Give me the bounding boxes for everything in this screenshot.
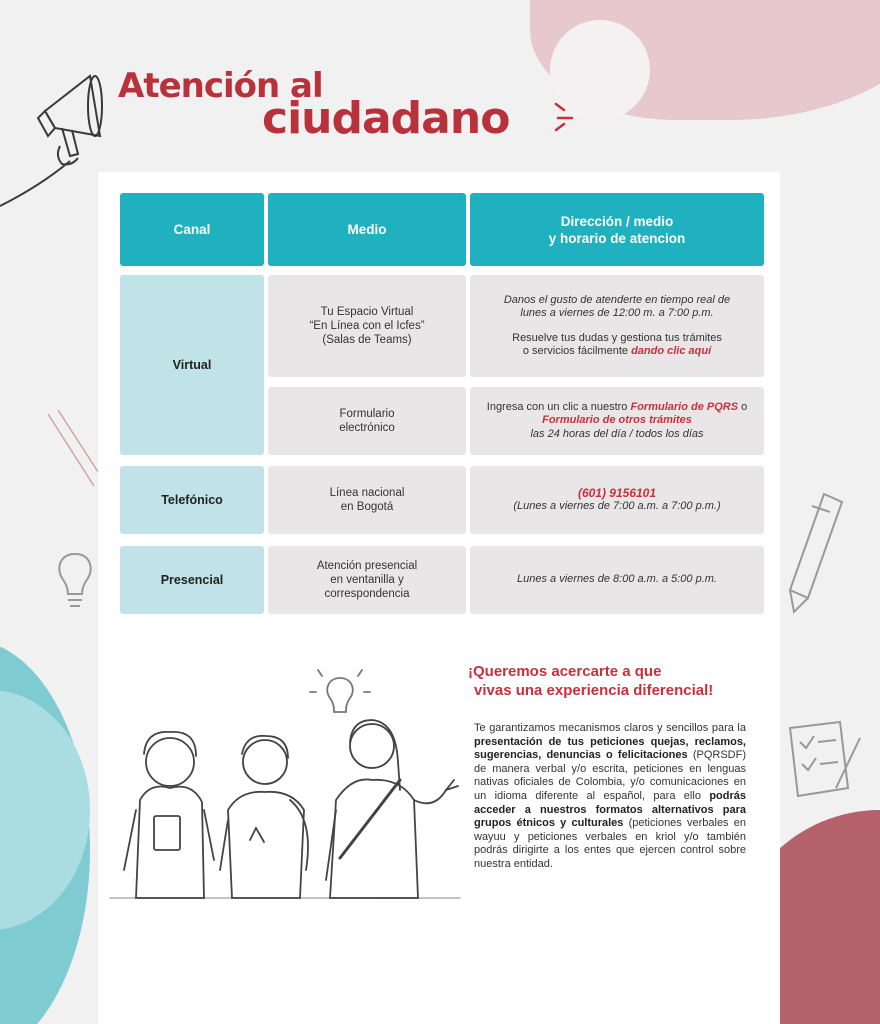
detail-telefonico (470, 466, 764, 534)
medio-formulario (268, 387, 466, 455)
medio-presencial-line1: Atención presencial (316, 560, 418, 572)
detail-presencial (470, 546, 764, 614)
canal-telefonico (120, 466, 264, 534)
medio-presencial (268, 546, 466, 614)
detail-virtual-line2: lunes a viernes de 12:00 m. a 7:00 p.m. (520, 307, 714, 319)
phone-number[interactable]: (601) 9156101 (577, 485, 657, 500)
medio-linea-line1: Línea nacional (329, 487, 405, 499)
teams-link[interactable]: dando clic aquí (631, 345, 712, 357)
sparkle-icon (548, 96, 588, 136)
detail-formulario (470, 387, 764, 455)
col-header-direccion-text-2: y horario de atencion (548, 230, 686, 246)
para-part-5: (peticiones verbales en wayuu y peticiones verbales en kriol y/o también podrás dirigirte a los entes que ejercen control sobre nuestra entidad. (474, 817, 746, 870)
para-part-2: presentación de tus peticiones quejas, reclamos, sugerencias, denuncias o felicitaciones (474, 735, 746, 762)
section-heading (468, 662, 713, 700)
col-header-canal-text: Canal (173, 222, 211, 237)
detail-virtual-line4: o servicios fácilmente (522, 345, 632, 357)
col-header-direccion-text-1: Dirección / medio (560, 213, 674, 229)
lightbulb-icon (50, 548, 100, 618)
checklist-icon (780, 718, 870, 808)
para-part-1: Te garantizamos mecanismos claros y sencillos para la (474, 722, 746, 734)
para-part-4: podrás acceder a nuestros formatos alternativos para grupos étnicos y culturales (474, 789, 746, 830)
detail-formulario-hours: las 24 horas del día / todos los días (530, 427, 704, 440)
medio-espacio-virtual-line2: “En Línea con el Icfes” (309, 320, 425, 332)
title-line-1: Atención al (118, 66, 323, 106)
canal-telefonico-label: Telefónico (161, 493, 223, 507)
col-header-direccion (470, 193, 764, 266)
detail-virtual-line1: Danos el gusto de atenderte en tiempo real de (503, 293, 731, 306)
decor-lines (44, 410, 104, 490)
detail-formulario-mid: o (738, 400, 748, 413)
otros-tramites-link[interactable]: Formulario de otros trámites (542, 414, 692, 427)
page-title (118, 66, 509, 142)
medio-espacio-virtual-line1: Tu Espacio Virtual (320, 306, 414, 318)
medio-presencial-line3: correspondencia (324, 588, 410, 600)
col-header-canal (120, 193, 264, 266)
pencil-icon (784, 488, 854, 618)
canal-virtual-label: Virtual (172, 358, 212, 372)
pqrs-form-link[interactable]: Formulario de PQRS (630, 400, 739, 413)
canal-presencial (120, 546, 264, 614)
medio-formulario-line2: electrónico (339, 422, 395, 434)
medio-linea-nacional (268, 466, 466, 534)
col-header-medio-text: Medio (347, 222, 387, 237)
medio-formulario-line1: Formulario (339, 408, 395, 420)
medio-espacio-virtual-line3: (Salas de Teams) (322, 334, 412, 346)
section-heading-line1: ¡Queremos acercarte a que (468, 663, 662, 680)
canal-virtual (120, 275, 264, 455)
presencial-hours: Lunes a viernes de 8:00 a.m. a 5:00 p.m. (517, 573, 717, 586)
phone-hours: (Lunes a viernes de 7:00 a.m. a 7:00 p.m.) (513, 500, 721, 512)
title-line-2: ciudadano (262, 93, 510, 144)
detail-virtual-line3: Resuelve tus dudas y gestiona tus trámites (512, 331, 722, 344)
detail-formulario-pre: Ingresa con un clic a nuestro (486, 400, 631, 413)
people-illustration (100, 650, 470, 900)
medio-espacio-virtual (268, 275, 466, 377)
medio-linea-line2: en Bogotá (340, 501, 394, 513)
section-heading-line2: vivas una experiencia diferencial! (474, 682, 714, 699)
para-part-3: (PQRSDF) de manera verbal y/o escrita, peticiones en lenguas nativas oficiales de Colombia, y/o comunicaciones en un idioma diferente al español, para ello (474, 749, 746, 802)
detail-espacio-virtual (470, 275, 764, 377)
section-paragraph (474, 722, 746, 872)
col-header-medio (268, 193, 466, 266)
medio-presencial-line2: en ventanilla y (330, 574, 404, 586)
canal-presencial-label: Presencial (160, 573, 224, 587)
content-card (98, 172, 780, 1024)
